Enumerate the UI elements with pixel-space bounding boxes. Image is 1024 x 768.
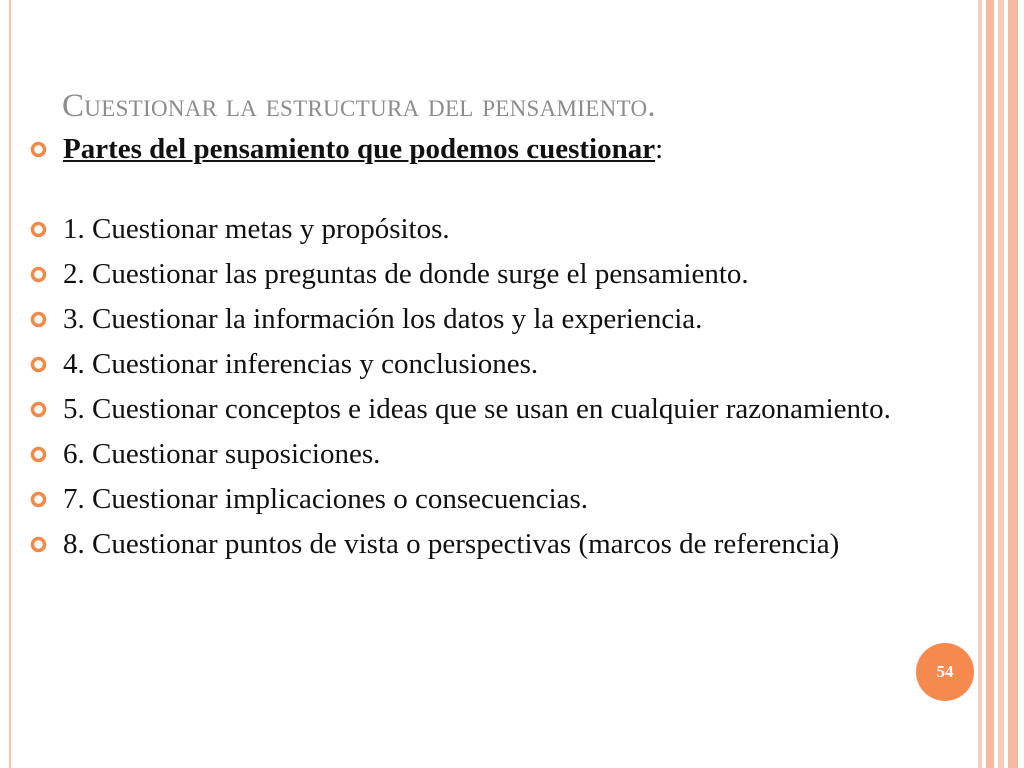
bullet-list	[30, 132, 960, 572]
list-item	[30, 392, 960, 426]
stripe	[998, 0, 1004, 768]
list-item	[30, 347, 960, 381]
list-item-text: 6. Cuestionar suposiciones.	[63, 438, 381, 470]
list-item-text: 1. Cuestionar metas y propósitos.	[63, 213, 450, 245]
list-item-text: 4. Cuestionar inferencias y conclusiones.	[63, 348, 539, 380]
list-item	[30, 437, 960, 471]
list-item-text: 5. Cuestionar conceptos e ideas que se usan en cualquier razonamiento.	[63, 393, 891, 425]
list-item	[30, 527, 960, 561]
list-heading-item	[30, 132, 960, 166]
list-item-text: 8. Cuestionar puntos de vista o perspectivas (marcos de referencia)	[63, 528, 840, 560]
orange-ring-bullet-icon	[30, 491, 47, 508]
stripe	[1008, 0, 1018, 768]
list-item	[30, 302, 960, 336]
list-heading-colon: :	[655, 133, 664, 165]
list-item	[30, 482, 960, 516]
list-item-text: 7. Cuestionar implicaciones o consecuencias.	[63, 483, 589, 515]
stripe	[986, 0, 994, 768]
stripe	[978, 0, 982, 768]
orange-ring-bullet-icon	[30, 356, 47, 373]
slide-title: Cuestionar la estructura del pensamiento.	[62, 88, 656, 124]
slide-number-badge: 54	[916, 643, 974, 701]
orange-ring-bullet-icon	[30, 446, 47, 463]
list-heading: Partes del pensamiento que podemos cuestionar	[63, 133, 656, 165]
left-border-rule	[9, 0, 11, 768]
list-item	[30, 257, 960, 291]
orange-ring-bullet-icon	[30, 311, 47, 328]
list-item-text: 3. Cuestionar la información los datos y la experiencia.	[63, 303, 703, 335]
orange-ring-bullet-icon	[30, 536, 47, 553]
orange-ring-bullet-icon	[30, 401, 47, 418]
orange-ring-bullet-icon	[30, 141, 47, 158]
list-item-text: 2. Cuestionar las preguntas de donde surge el pensamiento.	[63, 258, 749, 290]
right-decorative-stripes	[978, 0, 1024, 768]
list-item	[30, 212, 960, 246]
orange-ring-bullet-icon	[30, 221, 47, 238]
orange-ring-bullet-icon	[30, 266, 47, 283]
